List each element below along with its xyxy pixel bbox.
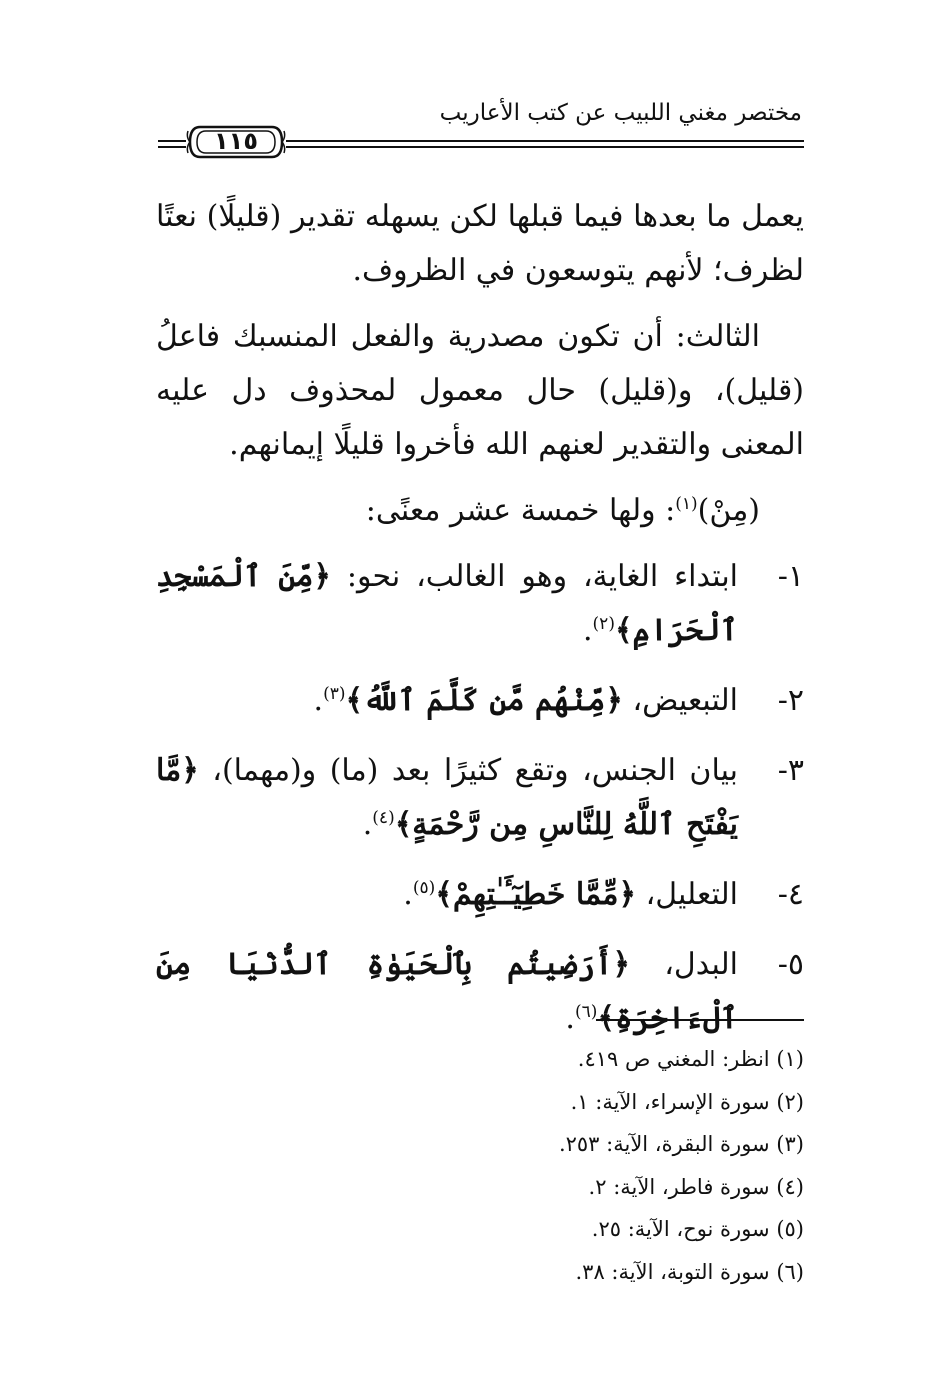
quran-quote: ﴿مِّمَّا خَطِيٓـَٔـٰتِهِمْ﴾ [435,877,637,912]
footnote: (١) انظر: المغني ص ٤١٩. [577,1047,804,1071]
item-text [156,674,738,728]
item-end: . [362,807,373,842]
header-rule [286,140,804,148]
footnote-ref: (٥) [412,878,436,898]
item-number: ٥- [777,947,804,982]
item-description: التبعيض، [622,683,738,718]
footnote-ref: (٣) [323,684,346,704]
item-text [156,938,738,1046]
quran-quote: ﴿مَّا يَفْتَحِ ٱللَّهُ لِلنَّاسِ مِن رَّحْمَةٍ﴾ [156,753,738,842]
paragraph-continuation: يعمل ما بعدها فيما قبلها لكن يسهله تقدير (قليلًا) نعتًا لظرف؛ لأنهم يتوسعون في الظروف. [156,199,804,288]
item-text [156,744,738,852]
paragraph-third-meaning: الثالث: أن تكون مصدرية والفعل المنسبك فاعلُ (قليل)، و(قليل) حال معمول لمحذوف دل عليه المعنى والتقدير لعنهم الله فأخروا قليلًا إيمانهم. [156,319,804,462]
item-end: . [313,683,324,718]
item-number: ٢- [777,683,804,718]
item-end: . [582,613,593,648]
heading-rest: : ولها خمسة عشر معنًى: [365,493,676,528]
item-description: ابتداء الغاية، وهو الغالب، نحو: [331,559,739,594]
main-text [156,190,804,1062]
quran-quote: ﴿أَرَضِيتُم بِٱلْحَيَوٰةِ ٱلدُّنْيَا مِنَ ٱلْءَاخِرَةِ﴾ [156,947,738,1036]
list-item [156,550,804,658]
item-end: . [403,877,413,912]
list-item [156,868,804,922]
list-item [156,938,804,1046]
footnote: (٥) سورة نوح، الآية: ٢٥. [591,1217,804,1241]
item-number: ٣- [777,753,804,788]
footnotes [156,1038,804,1293]
footnote-ref: (٤) [372,808,395,828]
running-header-title: مختصر مغني اللبيب عن كتب الأعاريب [439,100,802,126]
item-description: البدل، [630,947,738,982]
item-end: . [565,1001,575,1036]
footnote-ref: (٢) [592,614,615,634]
page-number: ١١٥ [214,127,258,155]
item-description: بيان الجنس، وتقع كثيرًا بعد (ما) و(مهما)، [198,753,738,788]
header-rule-left [158,140,186,148]
list-item [156,744,804,852]
footnote: (٤) سورة فاطر، الآية: ٢. [588,1174,804,1199]
page-number-ornament [186,121,286,163]
footnote-separator [596,1019,804,1021]
footnote: (٢) سورة الإسراء، الآية: ١. [570,1089,804,1114]
quran-quote: ﴿مِّنْهُم مَّن كَلَّمَ ٱللَّهُ﴾ [345,683,623,718]
footnote-ref: (١) [675,494,698,514]
item-number: ١- [777,559,804,594]
item-text [156,550,738,658]
quran-quote: ﴿مِّنَ ٱلْمَسْجِدِ ٱلْحَرَامِ﴾ [156,559,738,648]
item-number: ٤- [777,877,804,912]
footnote: (٣) سورة البقرة، الآية: ٢٥٣. [558,1132,804,1156]
footnote-ref: (٦) [574,1002,598,1022]
list-item [156,674,804,728]
heading-word: (مِنْ) [697,493,760,528]
footnote: (٦) سورة التوبة، الآية: ٣٨. [575,1259,804,1284]
item-text [156,868,738,922]
section-heading-min [156,484,804,538]
item-description: التعليل، [636,877,738,912]
